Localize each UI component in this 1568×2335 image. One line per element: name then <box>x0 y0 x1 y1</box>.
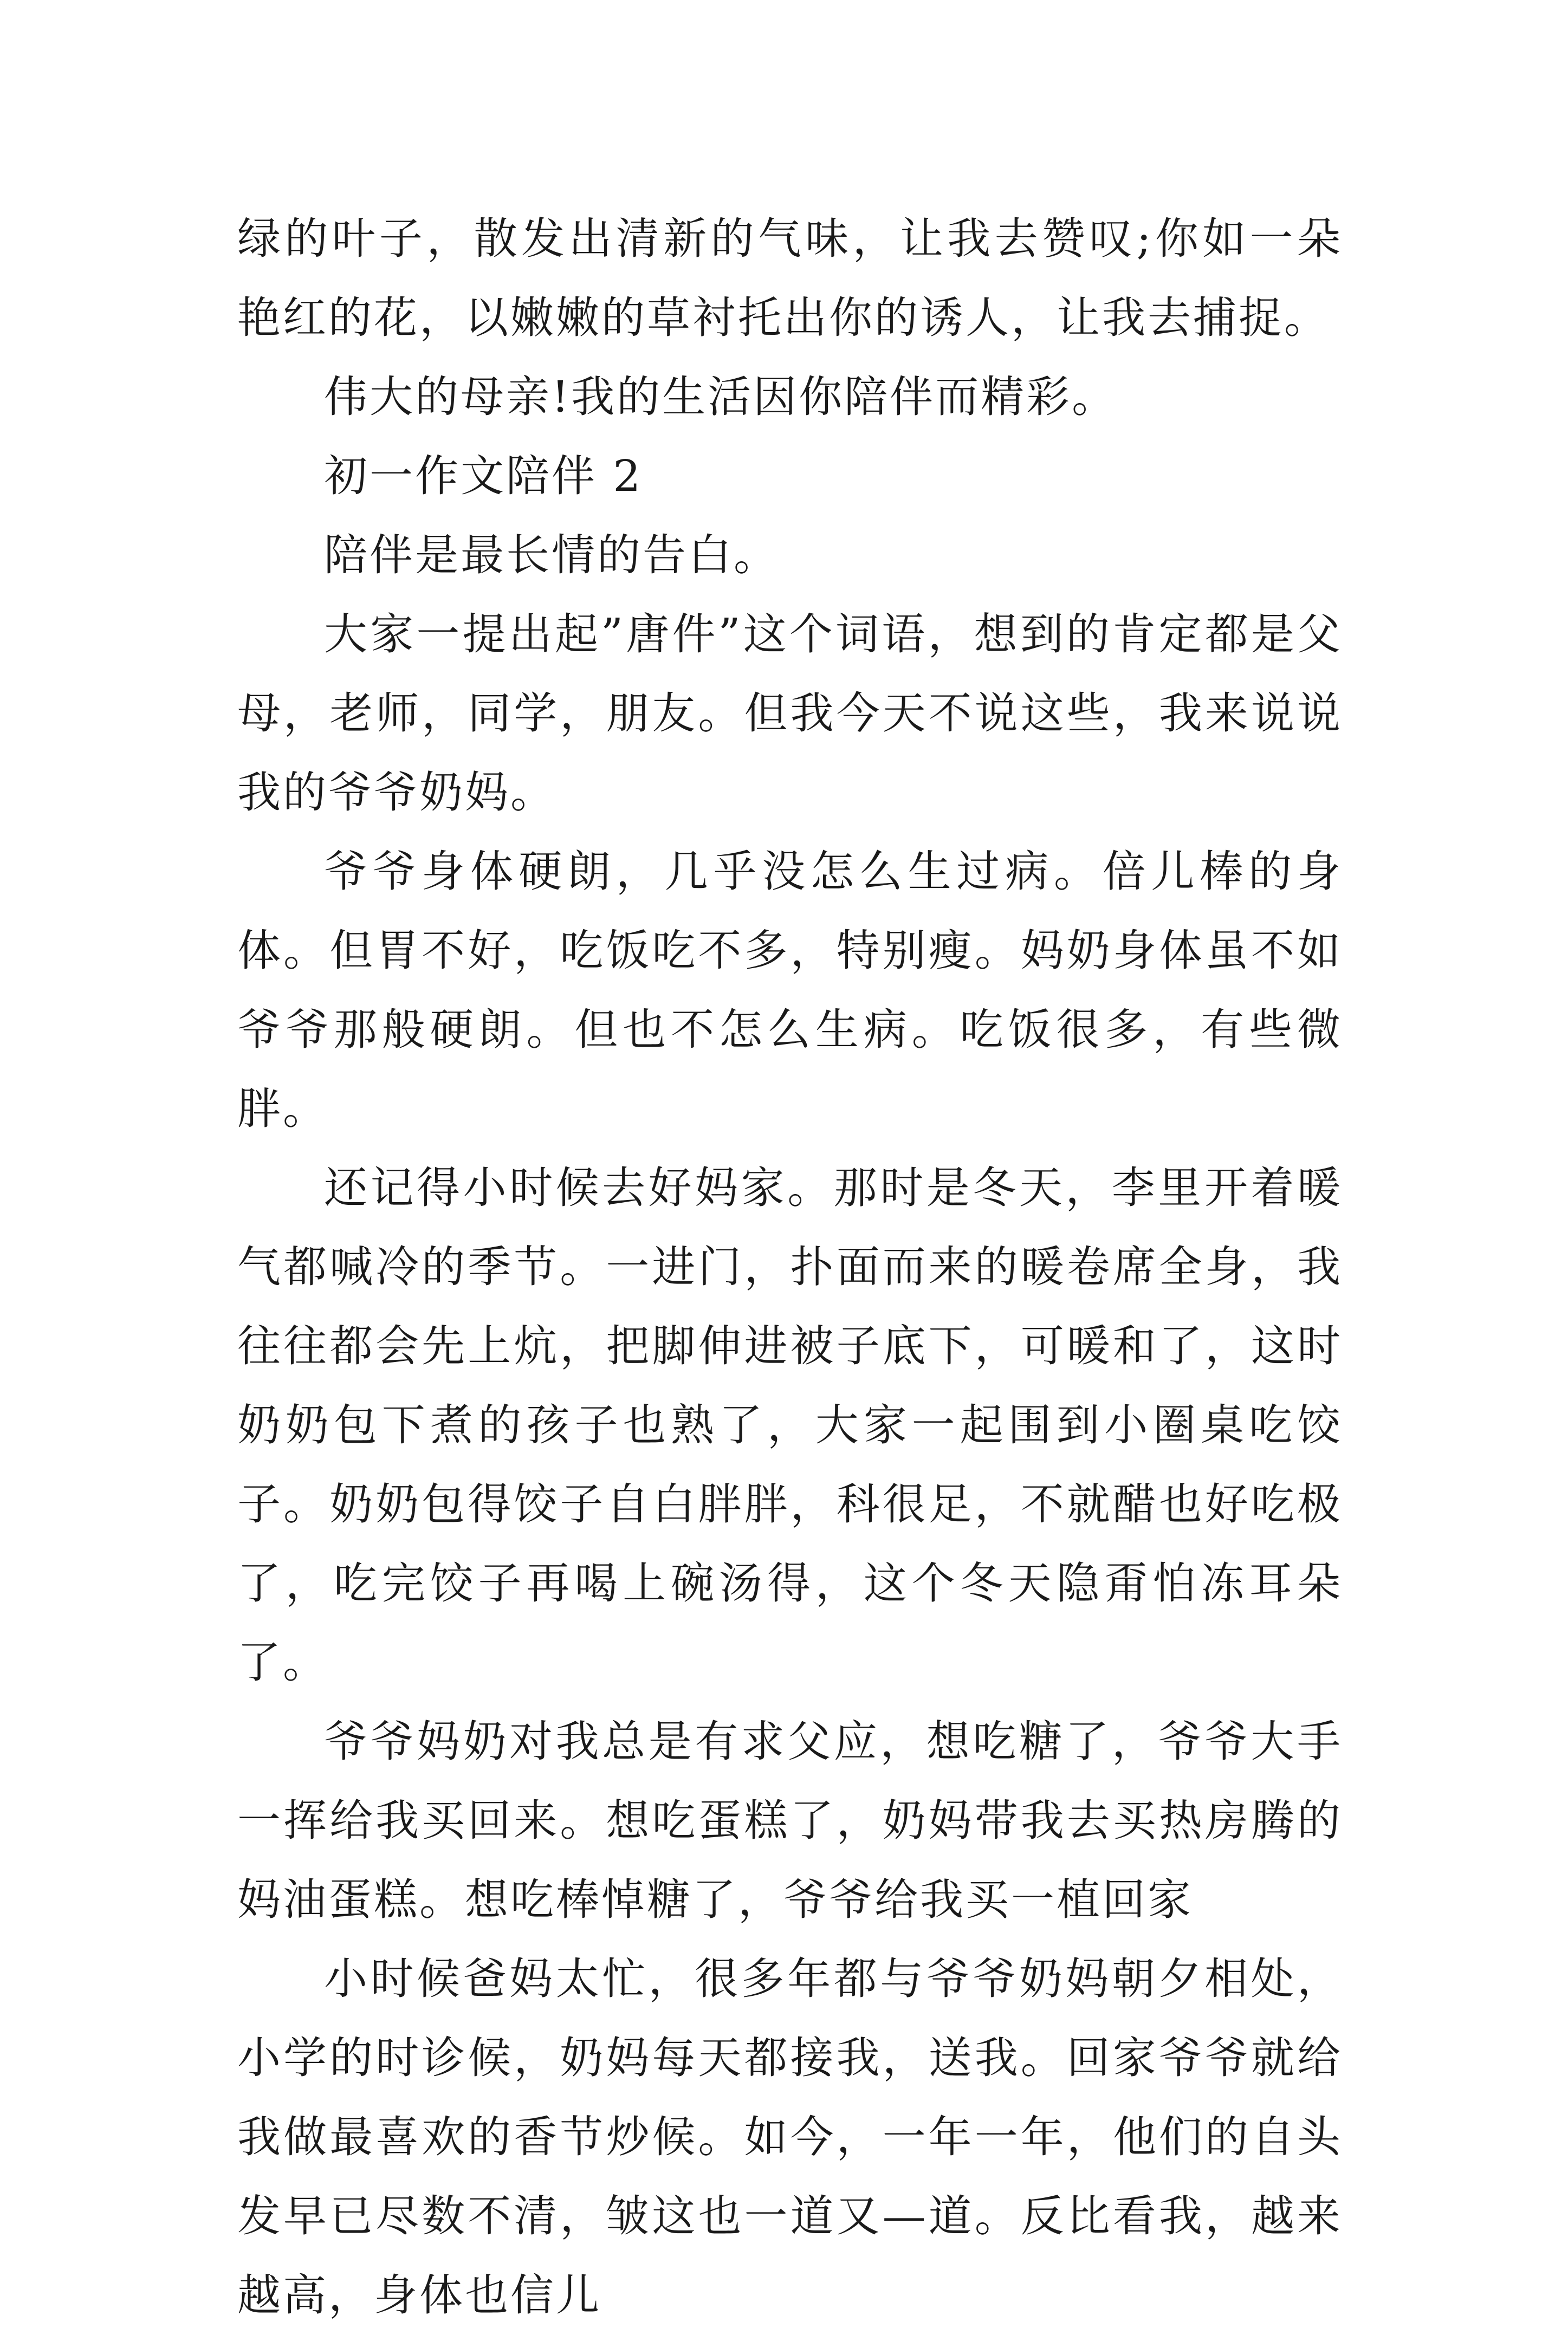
paragraph-3: 陪伴是最长情的告白。 <box>324 530 779 580</box>
paragraph-4: 大家一提出起”唐件”这个词语，想到的肯定都是父母，老师，同学，朋友。但我今天不说这些，我来说说我的爷爷奶妈。 <box>237 609 1343 818</box>
paragraph-7: 爷爷妈奶对我总是有求父应，想吃糖了，爷爷大手一挥给我买回来。想吃蛋糕了，奶妈带我去买热房腾的妈油蛋糕。想吃棒悼糖了，爷爷给我买一植回家 <box>237 1716 1343 1925</box>
paragraph-6: 还记得小时候去好妈家。那时是冬天，李里开着暖气都喊冷的季节。一进门，扑面而来的暖卷席全身，我往往都会先上炕，把脚伸进被子底下，可暖和了，这时奶奶包下煮的孩子也熟了，大家一起围到小圈桌吃饺子。奶奶包得饺子自白胖胖，科很足，不就醋也好吃极了，吃完饺子再喝上碗汤得，这个冬天隐甭怕冻耳朵了。 <box>237 1163 1343 1688</box>
paragraph-1: 绿的叶子，散发出清新的气味，让我去赞叹;你如一朵艳红的花，以嫩嫩的草衬托出你的诱人，让我去捕捉。 <box>237 213 1343 343</box>
paragraph-8: 小时候爸妈太忙，很多年都与爷爷奶妈朝夕相处，小学的时诊候，奶妈每天都接我，送我。回家爷爷就给我做最喜欢的香节炒候。如今，一年一年，他们的自头发早已尽数不清，皱这也一道又—道。反比看我，越来越高，身体也信儿 <box>237 1954 1343 2320</box>
paragraph-2: 伟大的母亲!我的生活因你陪伴而精彩。 <box>324 372 1118 422</box>
paragraph-5: 爷爷身体硬朗，几乎没怎么生过病。倍儿棒的身体。但胃不好，吃饭吃不多，特别瘦。妈奶身体虽不如爷爷那般硬朗。但也不怎么生病。吃饭很多，有些微胖。 <box>237 846 1343 1134</box>
text-body <box>237 199 1343 2335</box>
essay-title: 初一作文陪伴 2 <box>324 451 643 501</box>
